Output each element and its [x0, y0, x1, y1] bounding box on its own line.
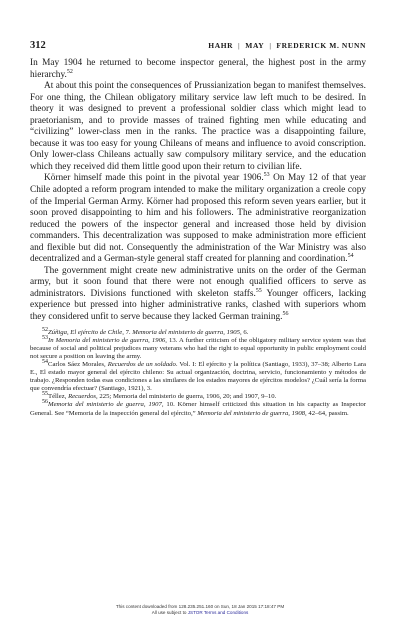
footnote-ref[interactable]: 56: [282, 310, 289, 317]
paragraph: Körner himself made this point in the pivotal year 1906.53 On May 12 of that year Chile adopted a reform program intended to make the military organization a creole copy of the Imperial German Army. Körner had proposed this reform seven years earlier, but it soon proved disappointing to him and his followers. The administrative reorganization reduced the powers of the inspector general and increased those held by division commanders. This decentralization was supposed to make administration more efficient and flexible but did not. Consequently the administration of the War Ministry was also decentralized and a German-style general staff created for planning and coordination.$^{54}$: [30, 172, 366, 265]
footnote: $^{53}$In Memoria del ministerio de guerra, 1906, 13. A further criticism of the obligatory military service system was that because of social and political prejudices many veterans who had the right to equal opportunity in public employment could not secure a position on leaving the army.: [30, 334, 366, 360]
header-separator: |: [238, 41, 241, 50]
header-separator: |: [269, 41, 272, 50]
download-footer: [0, 604, 400, 615]
footnote: $^{56}$Memoria del ministerio de guerra, 1907, 10. Körner himself criticized this situation in his capacity as Inspector General. See “Memoria de la inspección general del ejército,” Memoria del ministerio de guerra, 1908, 42–64, passim.: [30, 399, 366, 417]
paragraph: In May 1904 he returned to become inspector general, the highest post in the army hierarchy.$^{52}$: [30, 58, 366, 80]
footnote-ref[interactable]: 52: [66, 68, 73, 75]
paragraph: The government might create new administrative units on the order of the German army, but it soon found that there were not enough qualified officers to serve as administrators. Divisions functioned with skeleton staffs.$^{55}$ Younger officers, lacking experience but pressed into higher administrative ranks, clashed with superiors whom they considered unfit to serve because they lacked German training.$^{56}$: [30, 265, 367, 323]
running-header: [30, 40, 366, 54]
footnote: $^{54}$Carlos Sáez Morales, Recuerdos de un soldado. Vol. I: El ejército y la política (Santiago, 1933), 37–38; Alberto Lara E., El estado mayor general del ejército chileno: Su actual organización, doctrina, servicio, funcionamiento y métodos de trabajo. ¿Responden todas esas condiciones a las similares de los estados mayores de ejércitos modelos? ¿Cuál sería la forma que convendría efectuar? (Santiago, 1921), 3.: [30, 358, 367, 393]
page-number: 312: [30, 40, 46, 51]
footnote-ref[interactable]: 53: [263, 172, 270, 179]
footnote: $^{55}$Téllez, Recuerdos, 225; Memoria del ministerio de guerra, 1906, 20; and 1907, 9–10.: [42, 391, 277, 401]
article-page: [30, 40, 366, 418]
footnote: $^{52}$Zúñiga, El ejército de Chile, 7. Memoria del ministerio de guerra, 1905, 6.: [42, 326, 249, 336]
body-text: [30, 58, 366, 324]
footnotes: [30, 326, 367, 418]
paragraph: At about this point the consequences of Prussianization began to manifest themselves. For one thing, the Chilean obligatory military service law left much to be desired. In theory it was designed to prevent a professional soldier class which might lead to praetorianism, and to provide masses of trained fighting men while educating and “civilizing” lower-class men in the ranks. The practice was a disappointing failure, because it was too easy for young Chileans of means and influence to avoid conscription. Only lower-class Chileans actually saw compulsory military service, and the education which they received did them little good upon their return to civilian life.: [30, 81, 366, 172]
download-notice: This content downloaded from 128.235.251.160 on Sun, 18 Jan 2015 17:18:47 PM: [115, 604, 285, 609]
terms-notice: All use subject to JSTOR Terms and Conditions: [151, 609, 249, 615]
footnote-ref[interactable]: 54: [347, 253, 354, 260]
running-title: [208, 41, 366, 50]
terms-link[interactable]: JSTOR Terms and Conditions: [187, 609, 249, 615]
issue-month: MAY: [245, 41, 265, 50]
footnote-ref[interactable]: 55: [255, 287, 262, 294]
author-name: FREDERICK M. NUNN: [276, 41, 366, 50]
journal-abbrev: HAHR: [208, 41, 234, 50]
